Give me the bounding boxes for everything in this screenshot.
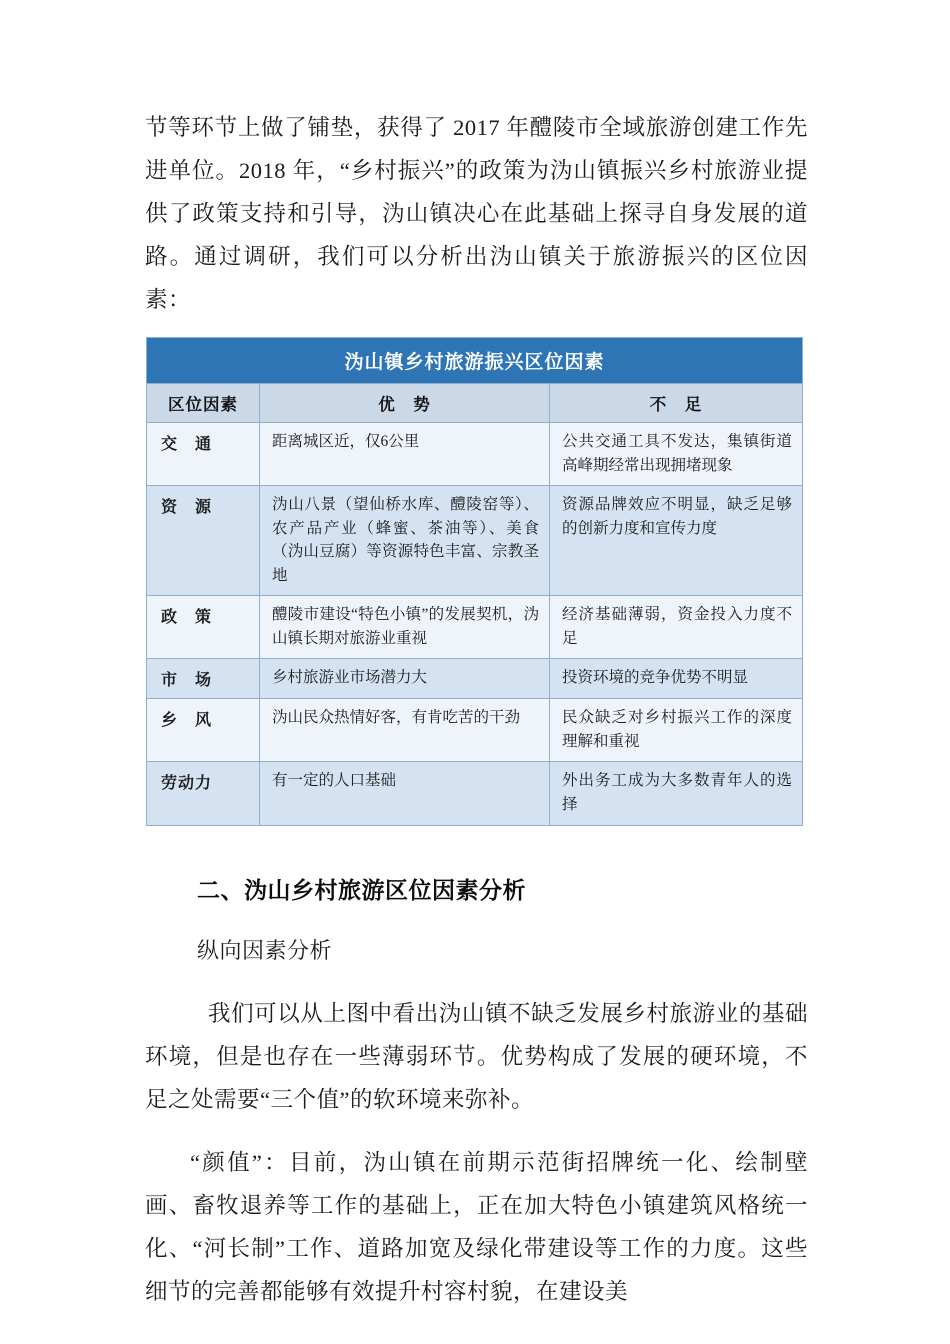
col-header-factor: 区位因素 <box>147 384 260 423</box>
disadvantage-cell: 外出务工成为大多数青年人的选择 <box>550 762 803 825</box>
factor-cell: 乡 风 <box>147 699 260 762</box>
table-row-transport <box>147 423 803 486</box>
table-header-row <box>147 384 803 423</box>
paragraph-yanzhi: “颜值”：目前，沩山镇在前期示范街招牌统一化、绘制壁画、畜牧退养等工作的基础上，正在加大特色小镇建筑风格统一化、“河长制”工作、道路加宽及绿化带建设等工作的力度。这些细节的完善都能够有效提升村容村貌，在建设美 <box>145 1149 808 1304</box>
table-row-folkways <box>147 699 803 762</box>
disadvantage-cell: 经济基础薄弱，资金投入力度不足 <box>550 596 803 659</box>
disadvantage-cell: 资源品牌效应不明显，缺乏足够的创新力度和宣传力度 <box>550 486 803 596</box>
factor-cell: 交 通 <box>147 423 260 486</box>
disadvantage-cell: 民众缺乏对乡村振兴工作的深度理解和重视 <box>550 699 803 762</box>
advantage-cell: 距离城区近，仅6公里 <box>260 423 550 486</box>
advantage-cell: 醴陵市建设“特色小镇”的发展契机，沩山镇长期对旅游业重视 <box>260 596 550 659</box>
disadvantage-cell: 公共交通工具不发达，集镇街道高峰期经常出现拥堵现象 <box>550 423 803 486</box>
factors-table <box>146 337 803 826</box>
factor-cell: 劳动力 <box>147 762 260 825</box>
factor-cell: 政 策 <box>147 596 260 659</box>
subheading: 纵向因素分析 <box>197 937 333 963</box>
col-header-advantage: 优 势 <box>260 384 550 423</box>
paragraph-analysis: 我们可以从上图中看出沩山镇不缺乏发展乡村旅游业的基础环境，但是也存在一些薄弱环节。优势构成了发展的硬环境，不足之处需要“三个值”的软环境来弥补。 <box>145 1000 808 1112</box>
table-row-policy <box>147 596 803 659</box>
col-header-disadvantage: 不 足 <box>550 384 803 423</box>
advantage-cell: 沩山八景（望仙桥水库、醴陵窑等）、农产品产业（蜂蜜、茶油等）、美食（沩山豆腐）等资源特色丰富、宗教圣地 <box>260 486 550 596</box>
disadvantage-cell: 投资环境的竞争优势不明显 <box>550 659 803 699</box>
table-row-market <box>147 659 803 699</box>
factor-cell: 资 源 <box>147 486 260 596</box>
paragraph-intro: 节等环节上做了铺垫，获得了 2017 年醴陵市全域旅游创建工作先进单位。2018 年，“乡村振兴”的政策为沩山镇振兴乡村旅游业提供了政策支持和引导，沩山镇决心在此基础上探寻自身发展的道路。通过调研，我们可以分析出沩山镇关于旅游振兴的区位因素： <box>145 115 808 312</box>
advantage-cell: 有一定的人口基础 <box>260 762 550 825</box>
factor-cell: 市 场 <box>147 659 260 699</box>
advantage-cell: 乡村旅游业市场潜力大 <box>260 659 550 699</box>
table-title: 沩山镇乡村旅游振兴区位因素 <box>147 338 803 384</box>
table-row-labor <box>147 762 803 825</box>
advantage-cell: 沩山民众热情好客，有肯吃苦的干劲 <box>260 699 550 762</box>
table-row-resources <box>147 486 803 596</box>
section-heading: 二、沩山乡村旅游区位因素分析 <box>197 876 526 903</box>
table-title-row <box>147 338 803 384</box>
